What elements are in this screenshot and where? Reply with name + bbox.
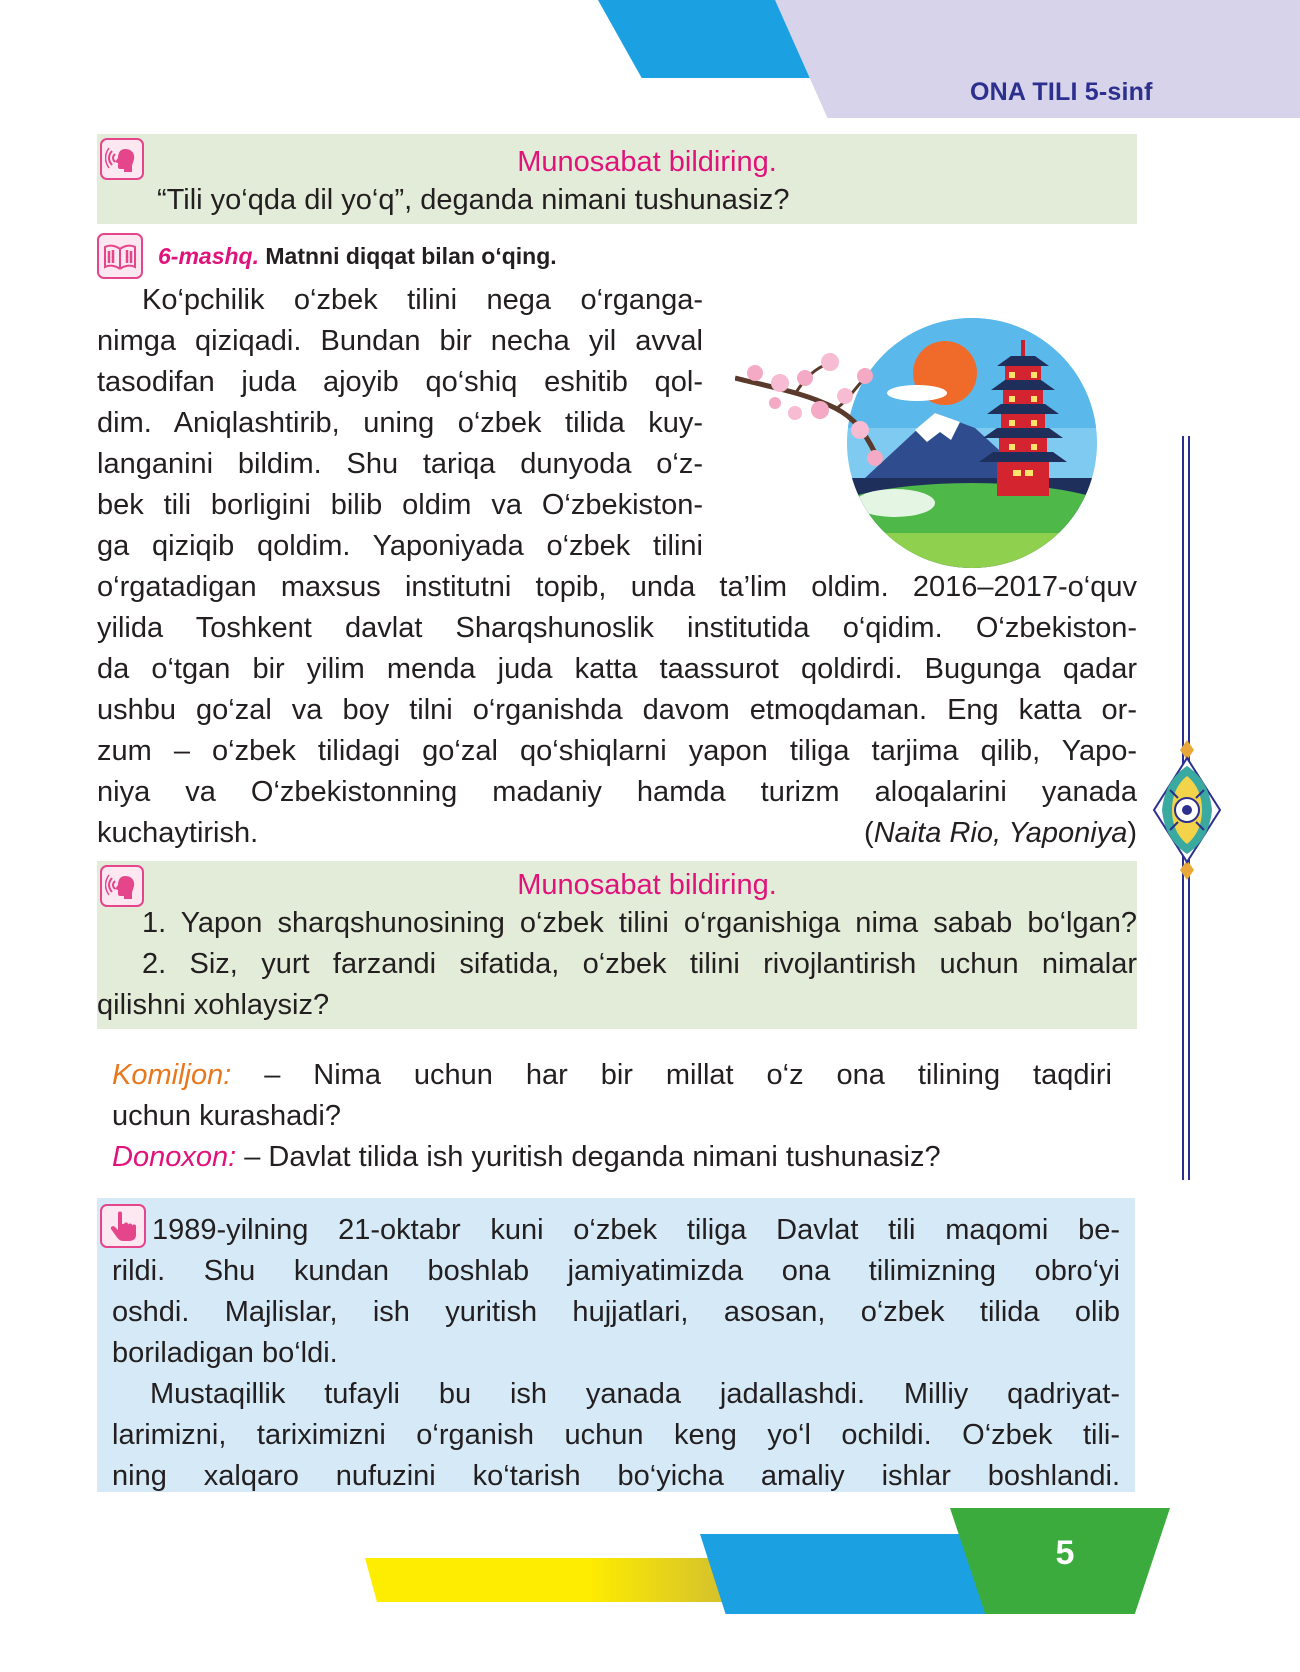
info-line: larimizni, tariximizni o‘rganish uchun keng yo‘l ochildi. O‘zbek tili- bbox=[112, 1419, 1120, 1451]
paren-open: ( bbox=[864, 817, 874, 849]
footer-yellow-stripe bbox=[365, 1558, 765, 1602]
text-line: yilida Toshkent davlat Sharqshunoslik institutida o‘qidim. O‘zbekiston- bbox=[97, 612, 1137, 644]
discussion-heading-2: Munosabat bildiring. bbox=[517, 869, 777, 901]
dialogue-line-2 bbox=[112, 1137, 1112, 1178]
text-line: zum – o‘zbek tilidagi go‘zal qo‘shiqlarni yapon tiliga tarjima qilib, Yapo- bbox=[97, 735, 1137, 767]
speaker-donoxon: Donoxon: bbox=[112, 1141, 237, 1173]
text-line: da o‘tgan bir yilim menda juda katta taassurot qoldirdi. Bugunga qadar bbox=[97, 653, 1137, 685]
info-line: boriladigan bo‘ldi. bbox=[112, 1337, 338, 1369]
info-text bbox=[112, 1210, 1120, 1497]
dialogue-text-1: – Nima uchun har bir millat o‘z ona tilining taqdiri bbox=[231, 1059, 1112, 1091]
text-line: bek tili borligini bilib oldim va O‘zbekiston- bbox=[97, 489, 703, 521]
text-line: o‘rgatadigan maxsus institutni topib, unda ta’lim oldim. 2016–2017-o‘quv bbox=[97, 571, 1137, 603]
exercise-number: 6-mashq. bbox=[158, 243, 259, 269]
discussion-heading-1: Munosabat bildiring. bbox=[517, 146, 777, 178]
question-2-line-2: qilishni xohlaysiz? bbox=[97, 989, 330, 1021]
discussion-question-1: “Tili yo‘qda dil yo‘q”, deganda nimani tushunasiz? bbox=[157, 184, 790, 216]
text-line: Ko‘pchilik o‘zbek tilini nega o‘rganga- bbox=[142, 284, 703, 316]
dialogue-text-2: – Davlat tilida ish yuritish deganda nimani tushunasiz? bbox=[236, 1141, 941, 1173]
discussion-questions bbox=[97, 903, 1137, 1026]
reading-text-full bbox=[97, 567, 1137, 854]
dialogue-line-1 bbox=[112, 1055, 1112, 1096]
question-2-line-1: 2. Siz, yurt farzandi sifatida, o‘zbek tilini rivojlantirish uchun nimalar bbox=[142, 948, 1137, 980]
text-line: nimga qiziqadi. Bundan bir necha yil avval bbox=[97, 325, 703, 357]
discussion-box-2 bbox=[97, 861, 1137, 1029]
discussion-box-1 bbox=[97, 134, 1137, 224]
page-number: 5 bbox=[1055, 1534, 1075, 1572]
info-line: oshdi. Majlislar, ish yuritish hujjatlari, asosan, o‘zbek tilida olib bbox=[112, 1296, 1120, 1328]
text-line: langanini bildim. Shu tariqa dunyoda o‘z- bbox=[97, 448, 703, 480]
ornament-medallion-icon bbox=[1152, 740, 1222, 880]
info-line: ning xalqaro nufuzini ko‘tarish bo‘yicha amaliy ishlar boshlandi. bbox=[112, 1460, 1120, 1492]
info-box bbox=[97, 1198, 1135, 1492]
book-icon bbox=[97, 233, 143, 279]
text-line: ga qiziqib qoldim. Yaponiyada o‘zbek tilini bbox=[97, 530, 703, 562]
dialogue-line-1b: uchun kurashadi? bbox=[112, 1100, 341, 1132]
paren-close: ) bbox=[1127, 817, 1137, 849]
text-line: kuchaytirish. bbox=[97, 817, 259, 849]
dialogue bbox=[112, 1055, 1112, 1178]
question-1: 1. Yapon sharqshunosining o‘zbek tilini o‘rganishiga nima sabab bo‘lgan? bbox=[142, 907, 1137, 939]
japan-landscape-illustration bbox=[735, 318, 1135, 578]
reading-text-narrow bbox=[97, 280, 703, 567]
text-line: niya va O‘zbekistonning madaniy hamda turizm aloqalarini yanada bbox=[97, 776, 1137, 808]
text-last-line bbox=[97, 813, 1137, 854]
author-name: Naita Rio, Yaponiya bbox=[873, 817, 1128, 849]
speaker-komiljon: Komiljon: bbox=[112, 1059, 232, 1091]
text-line: dim. Aniqlashtirib, uning o‘zbek tilida kuy- bbox=[97, 407, 703, 439]
info-line: rildi. Shu kundan boshlab jamiyatimizda ona tilimizning obro‘yi bbox=[112, 1255, 1120, 1287]
exercise-instruction: Matnni diqqat bilan o‘qing. bbox=[265, 243, 557, 269]
page-header-title: ONA TILI 5-sinf bbox=[970, 78, 1153, 106]
exercise-heading bbox=[158, 243, 557, 270]
attribution bbox=[864, 813, 1137, 854]
text-line: tasodifan juda ajoyib qo‘shiq eshitib qol- bbox=[97, 366, 703, 398]
info-line: 1989-yilning 21-oktabr kuni o‘zbek tiliga Davlat tili maqomi be- bbox=[152, 1214, 1120, 1246]
text-line: ushbu go‘zal va boy tilni o‘rganishda davom etmoqdaman. Eng katta or- bbox=[97, 694, 1137, 726]
info-line: Mustaqillik tufayli bu ish yanada jadallashdi. Milliy qadriyat- bbox=[150, 1378, 1120, 1410]
